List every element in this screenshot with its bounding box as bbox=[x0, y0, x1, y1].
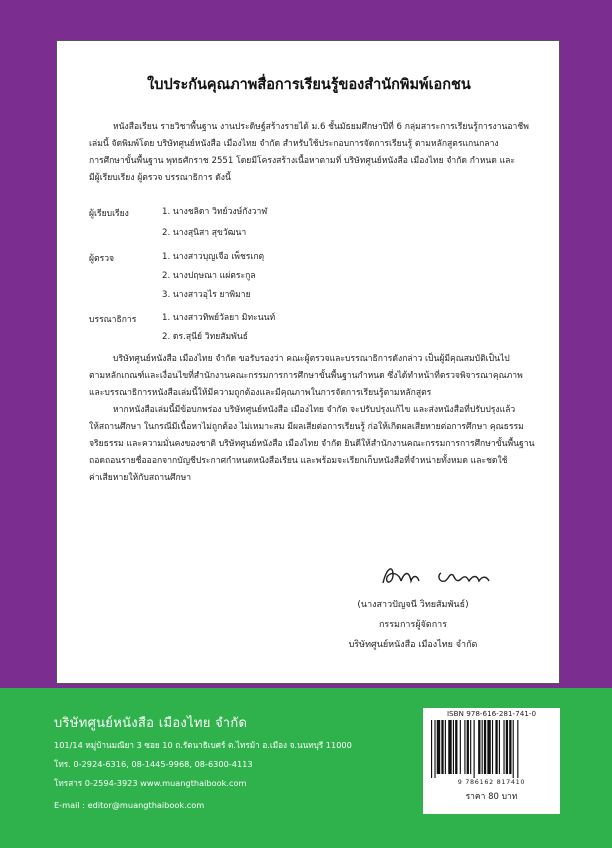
barcode-bar bbox=[487, 720, 490, 774]
correction-line: จริยธรรม และความมั่นคงของชาติ บริษัทศูนย์หนังสือ เมืองไทย จำกัด ยินดีให้สำนักงานคณะกรรมการการศึกษาขั้นพื้นฐาน bbox=[89, 439, 535, 449]
signature-image bbox=[379, 561, 499, 593]
barcode-bar bbox=[448, 720, 451, 774]
publisher-name: บริษัทศูนย์หนังสือ เมืองไทย จำกัด bbox=[54, 716, 248, 731]
intro-paragraph bbox=[89, 119, 535, 187]
barcode-bar bbox=[470, 720, 471, 774]
reviewer-item: 2. นางปฤษณา แผ่ตระกูล bbox=[162, 271, 256, 281]
barcode-bar bbox=[467, 720, 469, 774]
barcode-bar bbox=[506, 720, 508, 774]
publisher-address: 101/14 หมู่บ้านมณียา 3 ซอย 10 ถ.รัตนาธิเบศร์ ต.ไทรม้า อ.เมือง จ.นนทบุรี 11000 bbox=[54, 740, 352, 750]
barcode-bar bbox=[434, 720, 435, 778]
correction-line: ให้สถานศึกษา ในกรณีมีเนื้อหาไม่ถูกต้อง ไม่เหมาะสม มีผลเสียต่อการเรียนรู้ ก่อให้เกิดผลเสียหายต่อการศึกษา คุณธรรม bbox=[89, 422, 524, 432]
barcode-panel bbox=[423, 708, 560, 814]
guarantee-paragraph bbox=[89, 351, 535, 402]
correction-line: ค่าเสียหายให้กับสถานศึกษา bbox=[89, 473, 192, 483]
editor-item: 2. ดร.สุนีย์ วิทยสัมพันธ์ bbox=[162, 332, 248, 342]
barcode-bar bbox=[474, 720, 475, 778]
certificate-title: ใบประกันคุณภาพสื่อการเรียนรู้ของสำนักพิมพ์เอกชน bbox=[147, 77, 471, 93]
correction-line: ถอดถอนรายชื่อออกจากบัญชีประกาศกำหนดหนังสือเรียน และพร้อมจะเรียกเก็บหนังสือที่จำหน่ายทั้งหมด และชดใช้ bbox=[89, 456, 508, 466]
authors-label: ผู้เรียบเรียง bbox=[89, 209, 129, 219]
barcode-bar bbox=[513, 720, 514, 778]
intro-line: มีผู้เรียบเรียง ผู้ตรวจ บรรณาธิการ ดังนี้ bbox=[89, 173, 231, 183]
guarantee-line: ตามหลักเกณฑ์และเงื่อนไขที่สำนักงานคณะกรรมการการศึกษาขั้นพื้นฐานกำหนด ซึ่งได้ทำหน้าที่ตรวจพิจารณาคุณภาพ bbox=[89, 371, 523, 381]
isbn-text: ISBN 978-616-281-741-0 bbox=[446, 709, 537, 718]
barcode-bar bbox=[484, 720, 486, 774]
barcode-bar bbox=[437, 720, 440, 774]
guarantee-line: และบรรณาธิการหนังสือเล่มนี้ให้มีความถูกต้องและมีคุณภาพในการจัดการเรียนรู้ตามหลักสูตร bbox=[89, 388, 432, 398]
barcode-bar bbox=[441, 720, 443, 774]
barcode-bar bbox=[460, 720, 461, 774]
barcode-bar bbox=[482, 720, 483, 774]
barcode-digits: 9 786162 817410 bbox=[457, 778, 526, 786]
barcode-bar bbox=[431, 720, 432, 778]
barcode-bar bbox=[445, 720, 446, 774]
barcode-bar bbox=[503, 720, 504, 774]
price-text: ราคา 80 บาท bbox=[465, 792, 518, 802]
barcode-bar bbox=[495, 720, 497, 774]
barcode-image bbox=[431, 720, 552, 778]
signer-position: กรรมการผู้จัดการ bbox=[378, 620, 448, 630]
publisher-fax-web: โทรสาร 0-2594-3923 www.muangthaibook.com bbox=[54, 778, 247, 788]
reviewer-item: 3. นางสาวอุไร ยาพิมาย bbox=[162, 290, 251, 300]
intro-line: เล่มนี้ จัดพิมพ์โดย บริษัทศูนย์หนังสือ เมืองไทย จำกัด สำหรับใช้ประกอบการจัดการเรียนรู้ ตามหลักสูตรแกนกลาง bbox=[89, 139, 499, 149]
barcode-bar bbox=[509, 720, 511, 774]
barcode-bar bbox=[464, 720, 465, 774]
barcode-bar bbox=[453, 720, 454, 774]
editor-item: 1. นางสาวทิพย์วัลยา มิทะนนท์ bbox=[162, 313, 276, 323]
publisher-email: E-mail : editor@muangthaibook.com bbox=[54, 800, 205, 810]
intro-line: หนังสือเรียน รายวิชาพื้นฐาน งานประดิษฐ์สร้างรายได้ ม.6 ชั้นมัธยมศึกษาปีที่ 6 กลุ่มสาระการเรียนรู้การงานอาชีพ bbox=[113, 122, 529, 132]
author-item: 1. นางชลิดา วิทย์วงษ์กังวาฬ bbox=[162, 207, 268, 217]
certificate-card bbox=[56, 40, 560, 684]
reviewers-label: ผู้ตรวจ bbox=[89, 254, 115, 264]
barcode-bar bbox=[499, 720, 500, 774]
signer-company: บริษัทศูนย์หนังสือ เมืองไทย จำกัด bbox=[348, 640, 478, 650]
barcode-bar bbox=[517, 720, 518, 778]
reviewer-item: 1. นางสาวบุญเจือ เพ็ชรเกตุ bbox=[162, 252, 265, 262]
correction-paragraph bbox=[89, 402, 535, 487]
guarantee-line: บริษัทศูนย์หนังสือ เมืองไทย จำกัด ขอรับรองว่า คณะผู้ตรวจและบรรณาธิการดังกล่าว เป็นผู้มีคุณสมบัติเป็นไป bbox=[113, 354, 510, 364]
editors-label: บรรณาธิการ bbox=[89, 315, 137, 325]
publisher-phone: โทร. 0-2924-6316, 08-1445-9968, 08-6300-4113 bbox=[54, 759, 253, 769]
barcode-bar bbox=[455, 720, 457, 774]
barcode-bar bbox=[478, 720, 480, 774]
intro-line: การศึกษาขั้นพื้นฐาน พุทธศักราช 2551 โดยมีโครงสร้างเนื้อหาตามที่ บริษัทศูนย์หนังสือ เมืองไทย จำกัด กำหนด และ bbox=[89, 156, 516, 166]
author-item: 2. นางสุนิสา สุขวัฒนา bbox=[162, 228, 247, 238]
signer-name: (นางสาวปัญจนี วิทยสัมพันธ์) bbox=[357, 600, 469, 610]
barcode-bar bbox=[492, 720, 493, 774]
correction-line: หากหนังสือเล่มนี้มีข้อบกพร่อง บริษัทศูนย์หนังสือ เมืองไทย จำกัด จะปรับปรุงแก้ไข และส่งหนังสือที่ปรับปรุงแล้ว bbox=[113, 405, 516, 415]
